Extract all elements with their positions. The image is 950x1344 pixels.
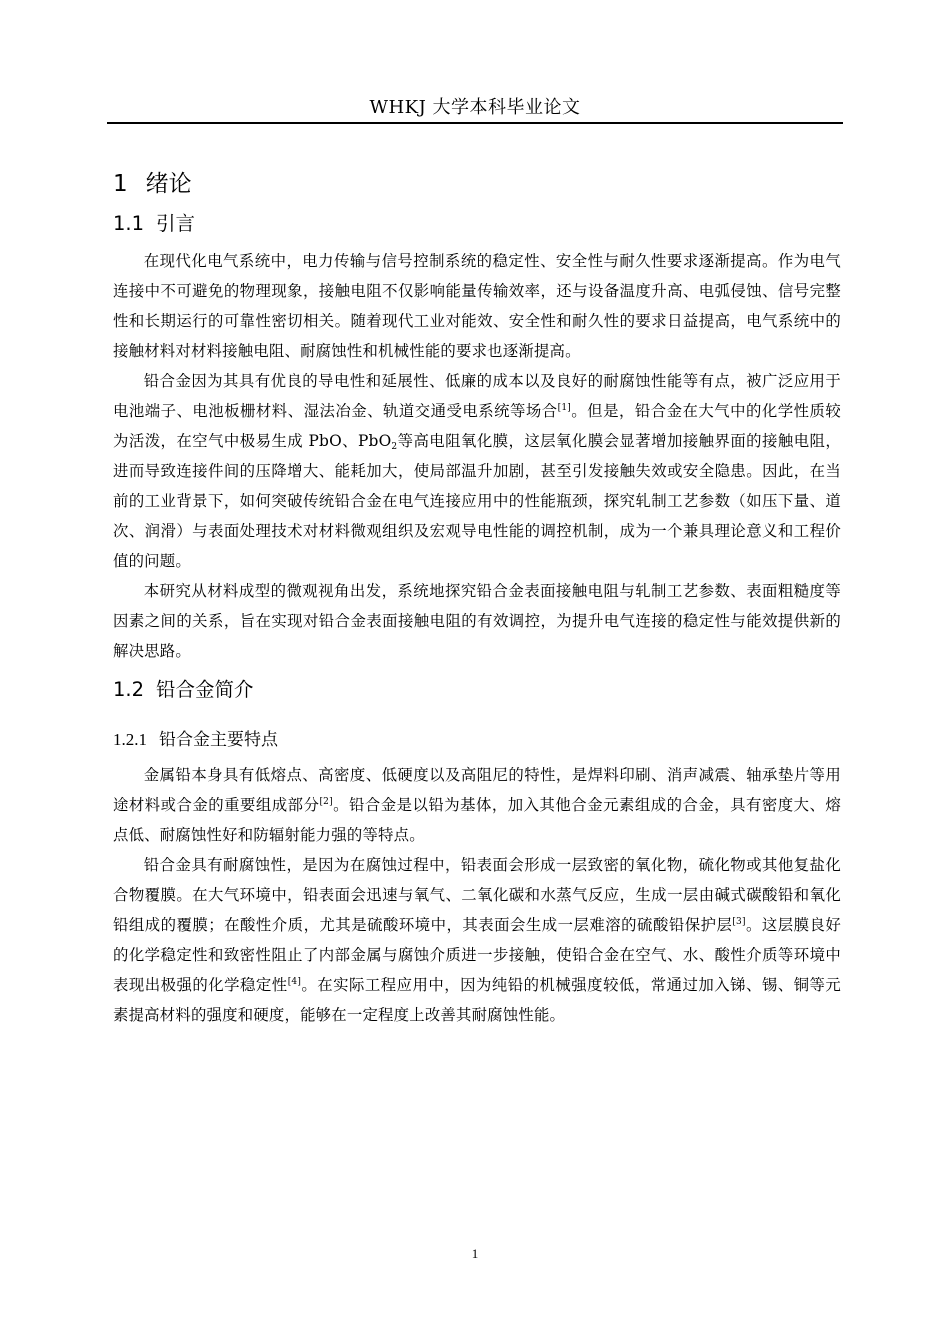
paragraph: [113, 246, 841, 366]
paragraph: [113, 366, 841, 576]
subsection-heading: [113, 724, 841, 760]
section-title: 铅合金简介: [156, 678, 254, 701]
citation: [2]: [319, 797, 333, 807]
subsection-title: 铅合金主要特点: [159, 730, 278, 750]
subsection-number: 1.2.1: [113, 730, 147, 749]
chapter-heading: [113, 164, 841, 206]
chapter-title: 绪论: [145, 171, 192, 197]
paragraph-text: 。这层膜良好的化学稳定性和致密性阻止了内部金属与腐蚀介质进一步接触，使铅合金在空气、水、酸性介质等环境中表现出极强的化学稳定性: [113, 916, 841, 994]
paragraph-text: 。在实际工程应用中，因为纯铅的机械强度较低，常通过加入锑、锡、铜等元素提高材料的强度和硬度，能够在一定程度上改善其耐腐蚀性能。: [113, 976, 841, 1024]
section-number: 1.1: [113, 212, 145, 235]
paragraph-text: 在现代化电气系统中，电力传输与信号控制系统的稳定性、安全性与耐久性要求逐渐提高。作为电气连接中不可避免的物理现象，接触电阻不仅影响能量传输效率，还与设备温度升高、电弧侵蚀、信号完整性和长期运行的可靠性密切相关。随着现代工业对能效、安全性和耐久性的要求日益提高，电气系统中的接触材料对材料接触电阻、耐腐蚀性和机械性能的要求也逐渐提高。: [113, 252, 841, 360]
paragraph: [113, 850, 841, 1030]
paragraph-text: 金属铅本身具有低熔点、高密度、低硬度以及高阻尼的特性，是焊料印刷、消声减震、轴承垫片等用途材料或合金的重要组成部分: [113, 766, 841, 814]
section-number: 1.2: [113, 678, 145, 701]
paragraph-text: 本研究从材料成型的微观视角出发，系统地探究铅合金表面接触电阻与轧制工艺参数、表面粗糙度等因素之间的关系，旨在实现对铅合金表面接触电阻的有效调控，为提升电气连接的稳定性与能效提供新的解决思路。: [113, 582, 841, 660]
citation: [1]: [557, 403, 572, 413]
paragraph: [113, 576, 841, 666]
paragraph-text: 。但是，铅合金在大气中的化学性质较为活泼，在空气中极易生成 PbO、PbO: [113, 402, 841, 450]
paragraph-text: 铅合金具有耐腐蚀性，是因为在腐蚀过程中，铅表面会形成一层致密的氧化物，硫化物或其他复盐化合物覆膜。在大气环境中，铅表面会迅速与氧气、二氧化碳和水蒸气反应，生成一层由碱式碳酸铅和氧化铅组成的覆膜；在酸性介质，尤其是硫酸环境中，其表面会生成一层难溶的硫酸铅保护层: [113, 856, 841, 934]
citation: [3]: [732, 917, 746, 927]
chapter-number: 1: [113, 171, 128, 197]
subscript: 2: [391, 442, 398, 452]
header-rule: [107, 122, 843, 124]
section-heading: [113, 672, 841, 712]
section-title: 引言: [156, 212, 196, 235]
page-body: [113, 164, 841, 1030]
section-heading: [113, 206, 841, 246]
paragraph-text: 铅合金因为其具有优良的导电性和延展性、低廉的成本以及良好的耐腐蚀性能等有点，被广泛应用于电池端子、电池板栅材料、湿法冶金、轨道交通受电系统等场合: [113, 372, 841, 420]
page-number: 1: [471, 1246, 479, 1261]
paragraph: [113, 760, 841, 850]
paragraph-text: 。铅合金是以铅为基体，加入其他合金元素组成的合金，具有密度大、熔点低、耐腐蚀性好和防辐射能力强的等特点。: [113, 796, 841, 844]
citation: [4]: [287, 977, 302, 987]
running-header: WHKJ 大学本科毕业论文: [369, 97, 581, 118]
paragraph-text: 等高电阻氧化膜，这层氧化膜会显著增加接触界面的接触电阻，进而导致连接件间的压降增大、能耗加大，使局部温升加剧，甚至引发接触失效或安全隐患。因此，在当前的工业背景下，如何突破传统铅合金在电气连接应用中的性能瓶颈，探究轧制工艺参数（如压下量、道次、润滑）与表面处理技术对材料微观组织及宏观导电性能的调控机制，成为一个兼具理论意义和工程价值的问题。: [113, 432, 841, 570]
